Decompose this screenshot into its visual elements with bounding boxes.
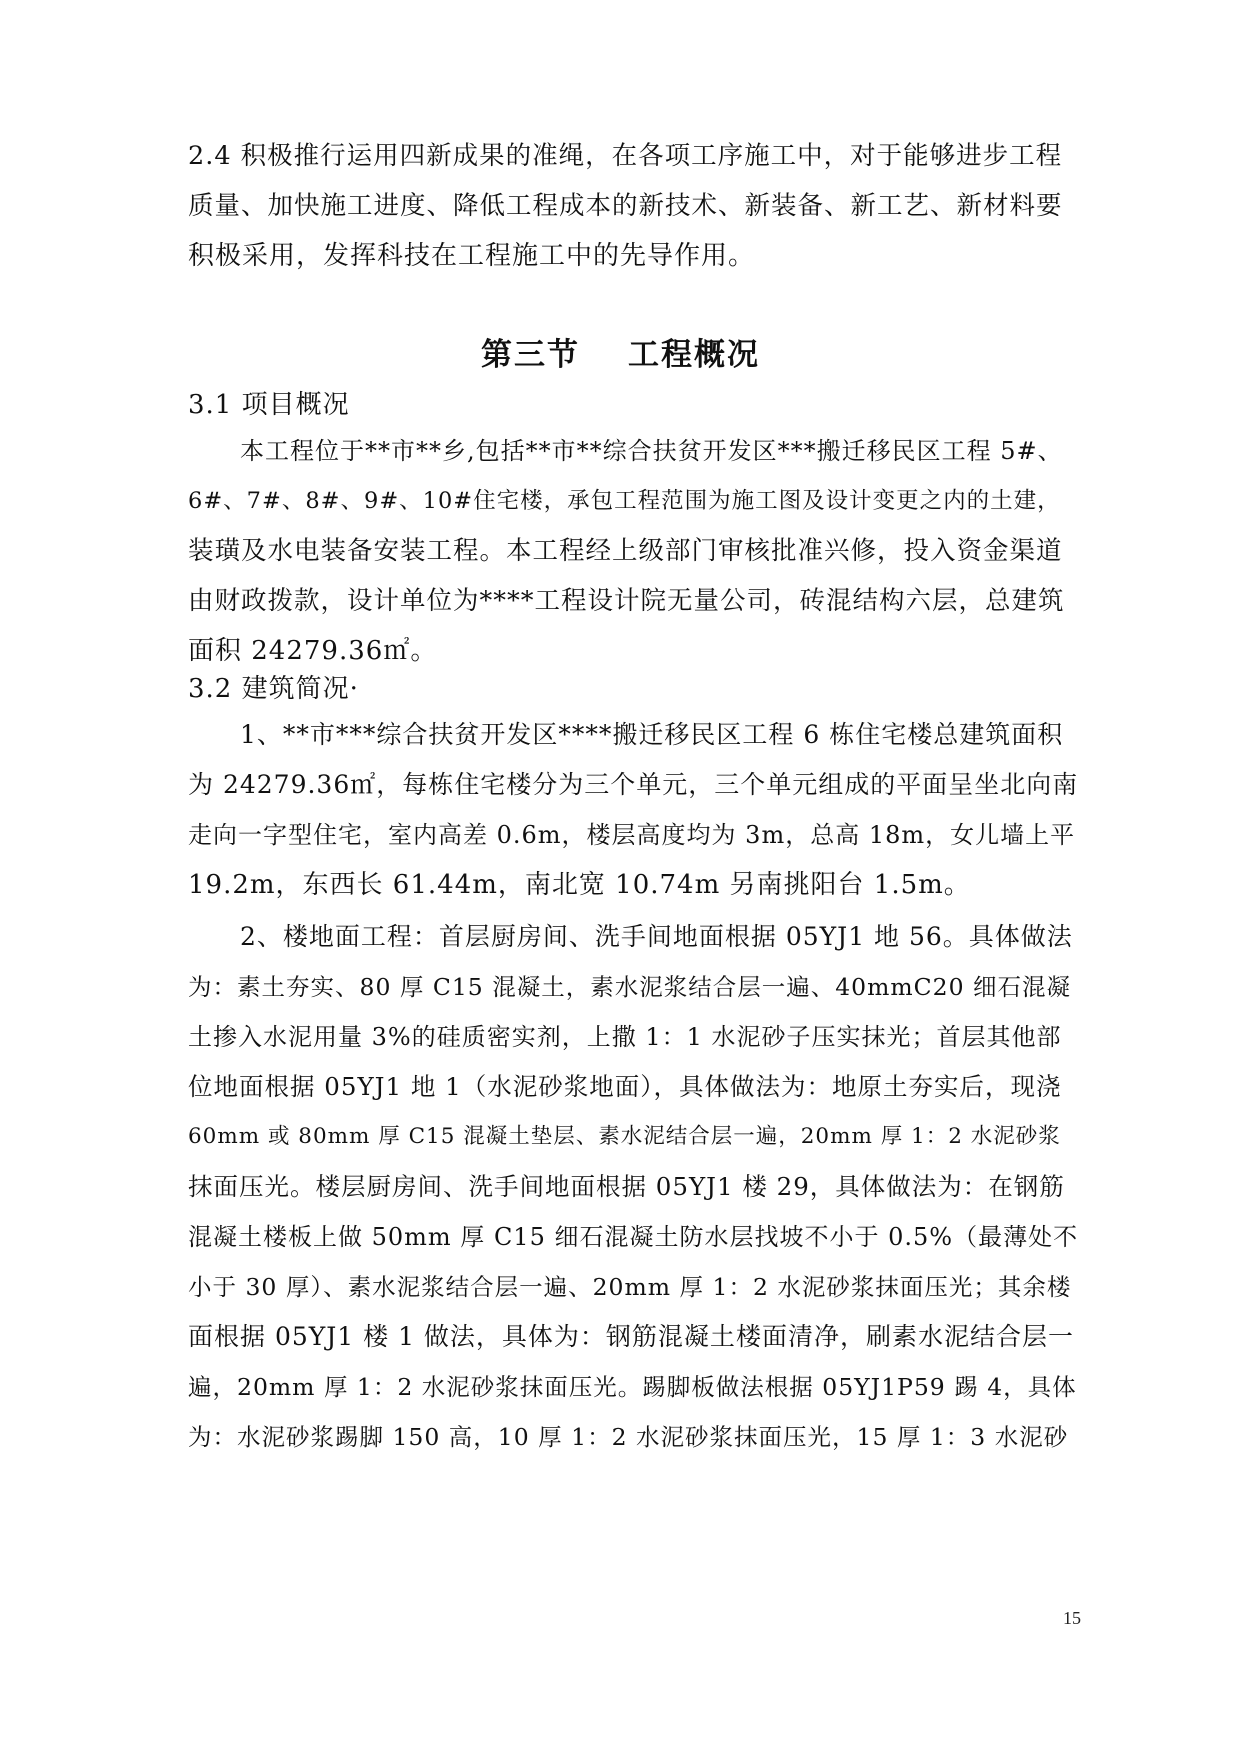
intro-paragraph bbox=[188, 131, 1078, 281]
paragraph-line: 土掺入水泥用量 3%的硅质密实剂，上撒 1：1 水泥砂子压实抹光；首层其他部 bbox=[188, 1023, 1062, 1051]
paragraph-line: 小于 30 厚）、素水泥浆结合层一遍、20mm 厚 1：2 水泥砂浆抹面压光；其余楼 bbox=[188, 1273, 1072, 1301]
paragraph-line: 走向一字型住宅，室内高差 0.6m，楼层高度均为 3m，总高 18m，女儿墙上平 bbox=[188, 821, 1076, 849]
subsection-heading-3-2: 3.2 建筑简况· bbox=[188, 674, 359, 704]
paragraph-line: 装璜及水电装备安装工程。本工程经上级部门审核批准兴修，投入资金渠道 bbox=[188, 536, 1063, 566]
section-title bbox=[0, 330, 1241, 380]
paragraph-line: 积极采用，发挥科技在工程施工中的先导作用。 bbox=[188, 241, 756, 271]
paragraph-line: 面根据 05YJ1 楼 1 做法，具体为：钢筋混凝土楼面清净，刷素水泥结合层一 bbox=[188, 1322, 1074, 1351]
paragraph-line: 面积 24279.36㎡。 bbox=[188, 636, 438, 666]
building-item-2 bbox=[188, 912, 1078, 1462]
page-number: 15 bbox=[1063, 1608, 1081, 1628]
paragraph-line: 6#、7#、8#、9#、10#住宅楼，承包工程范围为施工图及设计变更之内的土建， bbox=[188, 488, 1061, 514]
project-overview-paragraph bbox=[188, 426, 1078, 676]
paragraph-line: 混凝土楼板上做 50mm 厚 C15 细石混凝土防水层找坡不小于 0.5%（最薄处不 bbox=[188, 1223, 1079, 1251]
section-name: 工程概况 bbox=[628, 337, 760, 373]
paragraph-line: 为 24279.36㎡，每栋住宅楼分为三个单元，三个单元组成的平面呈坐北向南 bbox=[188, 770, 1079, 799]
subsection-heading-3-1: 3.1 项目概况 bbox=[188, 390, 350, 420]
section-number: 第三节 bbox=[481, 337, 580, 373]
paragraph-line: 1、**市***综合扶贫开发区****搬迁移民区工程 6 栋住宅楼总建筑面积 bbox=[240, 720, 1064, 749]
paragraph-line: 本工程位于**市**乡,包括**市**综合扶贫开发区***搬迁移民区工程 5#、 bbox=[240, 437, 1063, 465]
paragraph-line: 2.4 积极推行运用四新成果的准绳，在各项工序施工中，对于能够进步工程 bbox=[188, 141, 1063, 171]
paragraph-line: 位地面根据 05YJ1 地 1（水泥砂浆地面），具体做法为：地原土夯实后，现浇 bbox=[188, 1072, 1062, 1101]
paragraph-line: 遍，20mm 厚 1：2 水泥砂浆抹面压光。踢脚板做法根据 05YJ1P59 踢 4，具体 bbox=[188, 1373, 1077, 1401]
paragraph-line: 为：水泥砂浆踢脚 150 高，10 厚 1：2 水泥砂浆抹面压光，15 厚 1：3 水泥砂 bbox=[188, 1423, 1069, 1451]
paragraph-line: 2、楼地面工程：首层厨房间、洗手间地面根据 05YJ1 地 56。具体做法 bbox=[240, 922, 1073, 951]
building-item-1 bbox=[188, 710, 1078, 910]
paragraph-line: 抹面压光。楼层厨房间、洗手间地面根据 05YJ1 楼 29，具体做法为：在钢筋 bbox=[188, 1172, 1065, 1201]
paragraph-line: 19.2m，东西长 61.44m，南北宽 10.74m 另南挑阳台 1.5m。 bbox=[188, 870, 971, 900]
paragraph-line: 由财政拨款，设计单位为****工程设计院无量公司，砖混结构六层，总建筑 bbox=[188, 586, 1065, 616]
paragraph-line: 为：素土夯实、80 厚 C15 混凝土，素水泥浆结合层一遍、40mmC20 细石混凝 bbox=[188, 973, 1072, 1001]
paragraph-line: 质量、加快施工进度、降低工程成本的新技术、新装备、新工艺、新材料要 bbox=[188, 191, 1063, 221]
paragraph-line: 60mm 或 80mm 厚 C15 混凝土垫层、素水泥结合层一遍，20mm 厚 1：2 水泥砂浆 bbox=[188, 1124, 1061, 1149]
